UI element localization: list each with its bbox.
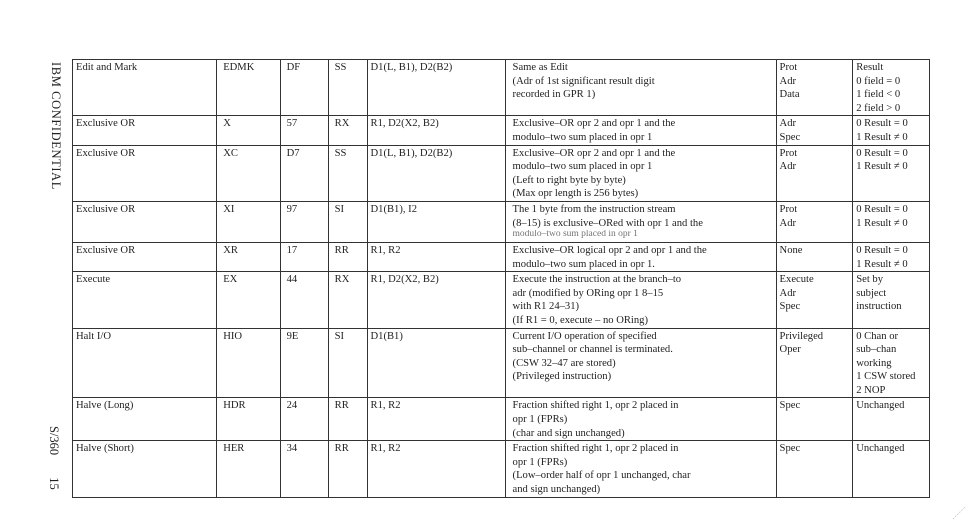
description-line: recorded in GPR 1)	[512, 89, 596, 101]
condition-code-line: 0 Result = 0	[856, 147, 908, 159]
description-cell	[505, 272, 776, 328]
condition-code-cell	[853, 60, 930, 116]
description-cell	[505, 201, 776, 242]
exceptions-line: Prot	[779, 203, 798, 215]
description-cell	[505, 328, 776, 398]
condition-code-line: 1 Result ≠ 0	[856, 258, 908, 270]
instruction-name-cell: Exclusive OR	[73, 116, 217, 145]
table-row	[73, 201, 930, 242]
exceptions-cell	[776, 116, 853, 145]
instruction-table-body	[73, 60, 930, 498]
instruction-name-cell: Exclusive OR	[73, 145, 217, 201]
description-line: opr 1 (FPRs)	[512, 414, 568, 426]
description-cut-line: modulo–two sum placed in opr 1	[512, 230, 638, 239]
description-line: (Privileged instruction)	[512, 371, 612, 383]
instruction-name-cell: Halt I/O	[73, 328, 217, 398]
description-line: adr (modified by ORing opr 1 8–15	[512, 287, 664, 299]
description-line: Fraction shifted right 1, opr 2 placed in	[512, 400, 679, 412]
exceptions-line: Adr	[779, 75, 797, 87]
exceptions-line: Data	[779, 89, 800, 101]
exceptions-line: Spec	[779, 131, 801, 143]
table-row	[73, 242, 930, 271]
condition-code-line: 1 Result ≠ 0	[856, 131, 908, 143]
description-line: Fraction shifted right 1, opr 2 placed in	[512, 443, 679, 455]
description-line: sub–channel or channel is terminated.	[512, 344, 673, 356]
op-code-cell: 17	[280, 242, 328, 271]
format-cell: RX	[328, 272, 367, 328]
exceptions-line: Prot	[779, 62, 798, 73]
exceptions-line: Execute	[779, 274, 814, 286]
description-line: (8–15) is exclusive–ORed with opr 1 and the	[512, 217, 703, 229]
format-cell: RR	[328, 242, 367, 271]
description-line: (char and sign unchanged)	[512, 427, 625, 439]
instruction-table	[72, 59, 930, 498]
table-row	[73, 60, 930, 116]
condition-code-cell	[853, 145, 930, 201]
exceptions-line: None	[779, 244, 803, 256]
format-cell: SI	[328, 328, 367, 398]
exceptions-cell	[776, 441, 853, 497]
condition-code-line: Result	[856, 62, 884, 73]
instruction-name-cell: Halve (Long)	[73, 398, 217, 441]
description-line: Exclusive–OR logical opr 2 and opr 1 and the	[512, 244, 707, 256]
condition-code-cell	[853, 242, 930, 271]
description-cell	[505, 145, 776, 201]
exceptions-cell	[776, 398, 853, 441]
condition-code-cell	[853, 441, 930, 497]
operands-cell: R1, R2	[367, 398, 505, 441]
description-cell	[505, 242, 776, 271]
condition-code-line: subject	[856, 287, 887, 299]
condition-code-cell	[853, 398, 930, 441]
operands-cell: D1(L, B1), D2(B2)	[367, 145, 505, 201]
mnemonic-cell: EX	[217, 272, 280, 328]
mnemonic-cell: XC	[217, 145, 280, 201]
exceptions-cell	[776, 272, 853, 328]
operands-cell: D1(B1), I2	[367, 201, 505, 242]
confidential-label: IBM CONFIDENTIAL	[49, 62, 63, 190]
table-row	[73, 441, 930, 497]
condition-code-line: 1 CSW stored	[856, 371, 916, 383]
op-code-cell: 57	[280, 116, 328, 145]
mnemonic-cell: X	[217, 116, 280, 145]
condition-code-line: instruction	[856, 301, 902, 313]
page-footer	[46, 426, 61, 490]
condition-code-line: 1 Result ≠ 0	[856, 161, 908, 173]
instruction-name-cell: Edit and Mark	[73, 60, 217, 116]
format-cell: RR	[328, 398, 367, 441]
page-number: 15	[47, 477, 61, 490]
condition-code-line: 0 Result = 0	[856, 203, 908, 215]
description-line: with R1 24–31)	[512, 301, 580, 313]
condition-code-cell	[853, 272, 930, 328]
exceptions-cell	[776, 328, 853, 398]
condition-code-cell	[853, 116, 930, 145]
exceptions-cell	[776, 201, 853, 242]
operands-cell: R1, D2(X2, B2)	[367, 272, 505, 328]
condition-code-line: 0 Result = 0	[856, 118, 908, 130]
description-line: (CSW 32–47 are stored)	[512, 357, 616, 369]
exceptions-line: Spec	[779, 443, 801, 455]
exceptions-cell	[776, 145, 853, 201]
description-line: Execute the instruction at the branch–to	[512, 274, 682, 286]
condition-code-line: sub–chan	[856, 344, 897, 356]
condition-code-line: 0 Result = 0	[856, 244, 908, 256]
description-line: (Left to right byte by byte)	[512, 174, 626, 186]
op-code-cell: 34	[280, 441, 328, 497]
op-code-cell: 44	[280, 272, 328, 328]
operands-cell: D1(B1)	[367, 328, 505, 398]
table-row	[73, 398, 930, 441]
exceptions-line: Prot	[779, 147, 798, 159]
op-code-cell: 9E	[280, 328, 328, 398]
format-cell: SS	[328, 60, 367, 116]
mnemonic-cell: EDMK	[217, 60, 280, 116]
operands-cell: D1(L, B1), D2(B2)	[367, 60, 505, 116]
description-line: and sign unchanged)	[512, 484, 601, 496]
op-code-cell: DF	[280, 60, 328, 116]
description-cell	[505, 60, 776, 116]
condition-code-line: 0 Chan or	[856, 330, 899, 342]
description-line: opr 1 (FPRs)	[512, 456, 568, 468]
description-line: Current I/O operation of specified	[512, 330, 657, 342]
exceptions-line: Adr	[779, 217, 797, 229]
instruction-name-cell: Exclusive OR	[73, 242, 217, 271]
condition-code-line: Unchanged	[856, 443, 905, 455]
op-code-cell: D7	[280, 145, 328, 201]
condition-code-line: 1 field < 0	[856, 89, 901, 101]
exceptions-line: Adr	[779, 287, 797, 299]
condition-code-line: 2 field > 0	[856, 102, 901, 114]
instruction-name-cell: Execute	[73, 272, 217, 328]
description-line: (Max opr length is 256 bytes)	[512, 188, 639, 200]
instruction-name-cell: Exclusive OR	[73, 201, 217, 242]
system-label: S/360	[47, 426, 61, 456]
table-row	[73, 116, 930, 145]
condition-code-cell	[853, 328, 930, 398]
condition-code-cell	[853, 201, 930, 242]
description-cell	[505, 441, 776, 497]
description-line: Same as Edit	[512, 62, 568, 73]
description-line: modulo–two sum placed in opr 1	[512, 131, 653, 143]
operands-cell: R1, R2	[367, 441, 505, 497]
condition-code-line: 0 field = 0	[856, 75, 901, 87]
description-line: (If R1 = 0, execute – no ORing)	[512, 314, 648, 326]
table-row	[73, 145, 930, 201]
condition-code-line: 1 Result ≠ 0	[856, 217, 908, 229]
format-cell: SI	[328, 201, 367, 242]
mnemonic-cell: XI	[217, 201, 280, 242]
condition-code-line: 2 NOP	[856, 384, 886, 396]
exceptions-line: Privileged	[779, 330, 824, 342]
condition-code-line: Set by	[856, 274, 884, 286]
description-line: The 1 byte from the instruction stream	[512, 203, 676, 215]
op-code-cell: 97	[280, 201, 328, 242]
description-line: modulo–two sum placed in opr 1.	[512, 258, 655, 270]
exceptions-line: Adr	[779, 161, 797, 173]
table-row	[73, 272, 930, 328]
description-line: Exclusive–OR opr 2 and opr 1 and the	[512, 147, 676, 159]
exceptions-line: Adr	[779, 118, 797, 130]
description-line: Exclusive–OR opr 2 and opr 1 and the	[512, 118, 676, 130]
format-cell: RR	[328, 441, 367, 497]
exceptions-line: Spec	[779, 400, 801, 412]
exceptions-line: Spec	[779, 301, 801, 313]
exceptions-line: Oper	[779, 344, 801, 356]
condition-code-line: working	[856, 357, 892, 369]
description-line: modulo–two sum placed in opr 1	[512, 161, 653, 173]
corner-mark-icon	[952, 506, 966, 520]
format-cell: SS	[328, 145, 367, 201]
mnemonic-cell: HER	[217, 441, 280, 497]
instruction-name-cell: Halve (Short)	[73, 441, 217, 497]
mnemonic-cell: HDR	[217, 398, 280, 441]
condition-code-line: Unchanged	[856, 400, 905, 412]
mnemonic-cell: HIO	[217, 328, 280, 398]
exceptions-cell	[776, 60, 853, 116]
description-line: (Adr of 1st significant result digit	[512, 75, 655, 87]
table-row	[73, 328, 930, 398]
description-line: (Low–order half of opr 1 unchanged, char	[512, 470, 691, 482]
format-cell: RX	[328, 116, 367, 145]
exceptions-cell	[776, 242, 853, 271]
description-cell	[505, 116, 776, 145]
op-code-cell: 24	[280, 398, 328, 441]
operands-cell: R1, D2(X2, B2)	[367, 116, 505, 145]
operands-cell: R1, R2	[367, 242, 505, 271]
mnemonic-cell: XR	[217, 242, 280, 271]
description-cell	[505, 398, 776, 441]
